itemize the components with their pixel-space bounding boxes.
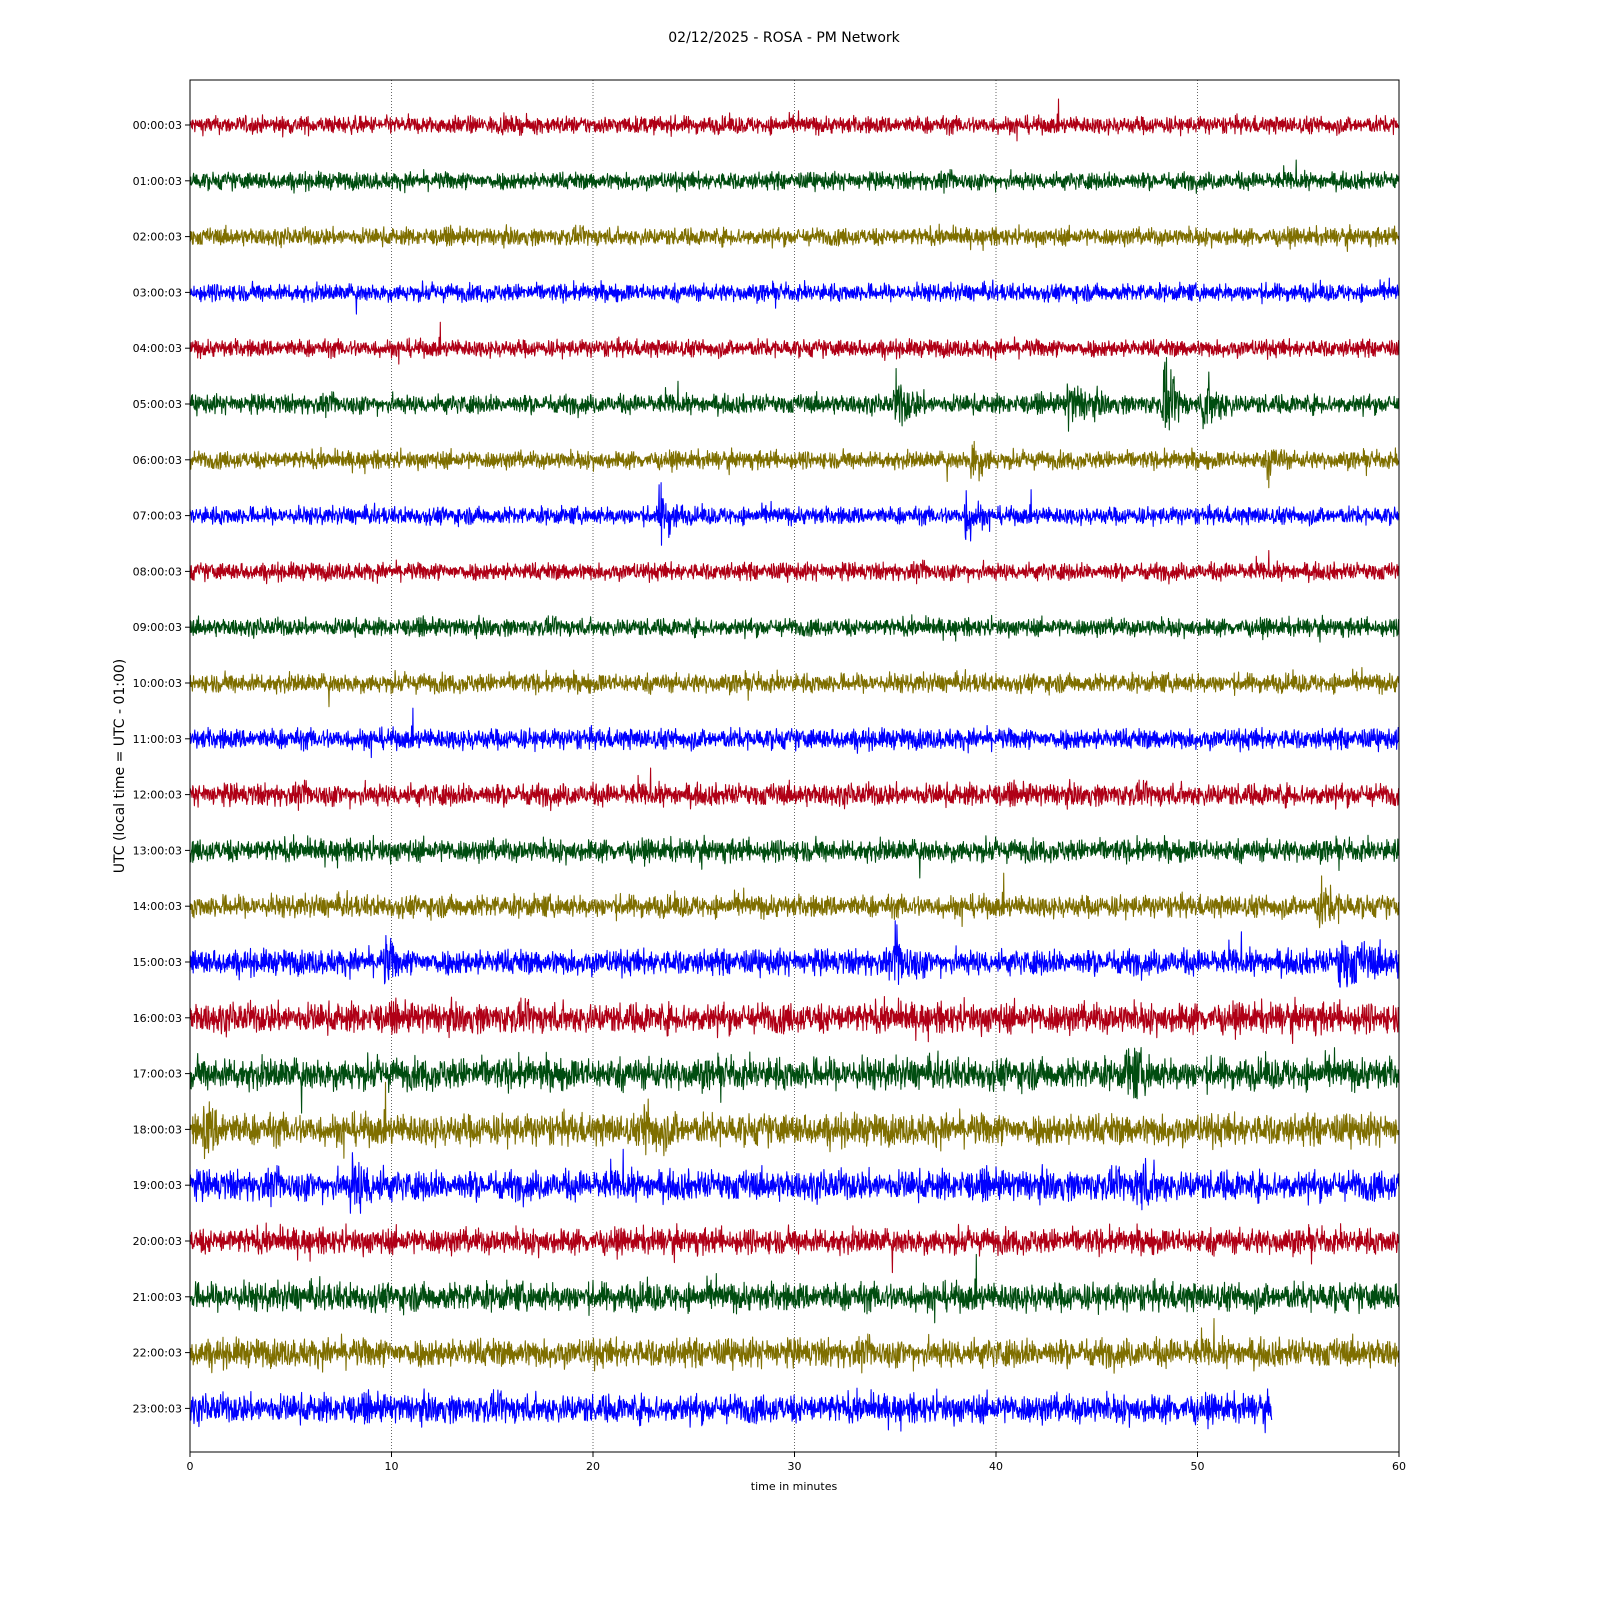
y-tick-label-6: 06:00:03 (132, 453, 182, 467)
y-tick-label-12: 12:00:03 (132, 788, 182, 802)
x-tick-label-0: 0 (186, 1460, 194, 1473)
y-tick-label-22: 22:00:03 (132, 1346, 182, 1360)
x-tick-label-30: 30 (787, 1460, 802, 1473)
x-tick-label-60: 60 (1392, 1460, 1406, 1473)
y-tick-label-14: 14:00:03 (132, 900, 182, 914)
y-tick-label-1: 01:00:03 (132, 174, 182, 188)
y-tick-label-10: 10:00:03 (132, 677, 182, 690)
x-axis-label: time in minutes (750, 1480, 838, 1493)
y-tick-label-18: 18:00:03 (132, 1123, 182, 1137)
y-axis-label: UTC (local time = UTC - 01:00) (112, 658, 128, 874)
x-tick-label-40: 40 (989, 1460, 1003, 1473)
x-tick-label-50: 50 (1190, 1460, 1205, 1473)
y-tick-label-15: 15:00:03 (132, 956, 182, 969)
y-tick-label-2: 02:00:03 (132, 230, 182, 244)
y-tick-label-9: 09:00:03 (132, 621, 182, 635)
y-tick-label-4: 04:00:03 (132, 342, 182, 356)
y-tick-label-17: 17:00:03 (132, 1067, 182, 1081)
y-tick-label-13: 13:00:03 (132, 844, 182, 858)
y-tick-label-0: 00:00:03 (132, 119, 182, 132)
y-tick-label-11: 11:00:03 (132, 732, 182, 746)
y-tick-label-16: 16:00:03 (132, 1011, 182, 1025)
y-tick-label-8: 08:00:03 (132, 565, 182, 579)
y-tick-label-23: 23:00:03 (132, 1402, 182, 1416)
x-tick-label-20: 20 (586, 1460, 600, 1473)
chart-title: 02/12/2025 - ROSA - PM Network (668, 30, 900, 46)
y-tick-label-19: 19:00:03 (132, 1179, 182, 1193)
y-tick-label-7: 07:00:03 (132, 509, 182, 523)
y-tick-label-20: 20:00:03 (132, 1235, 182, 1248)
y-tick-label-3: 03:00:03 (132, 286, 182, 300)
y-tick-label-21: 21:00:03 (132, 1290, 182, 1304)
x-tick-label-10: 10 (384, 1460, 399, 1473)
y-tick-label-5: 05:00:03 (132, 398, 182, 411)
